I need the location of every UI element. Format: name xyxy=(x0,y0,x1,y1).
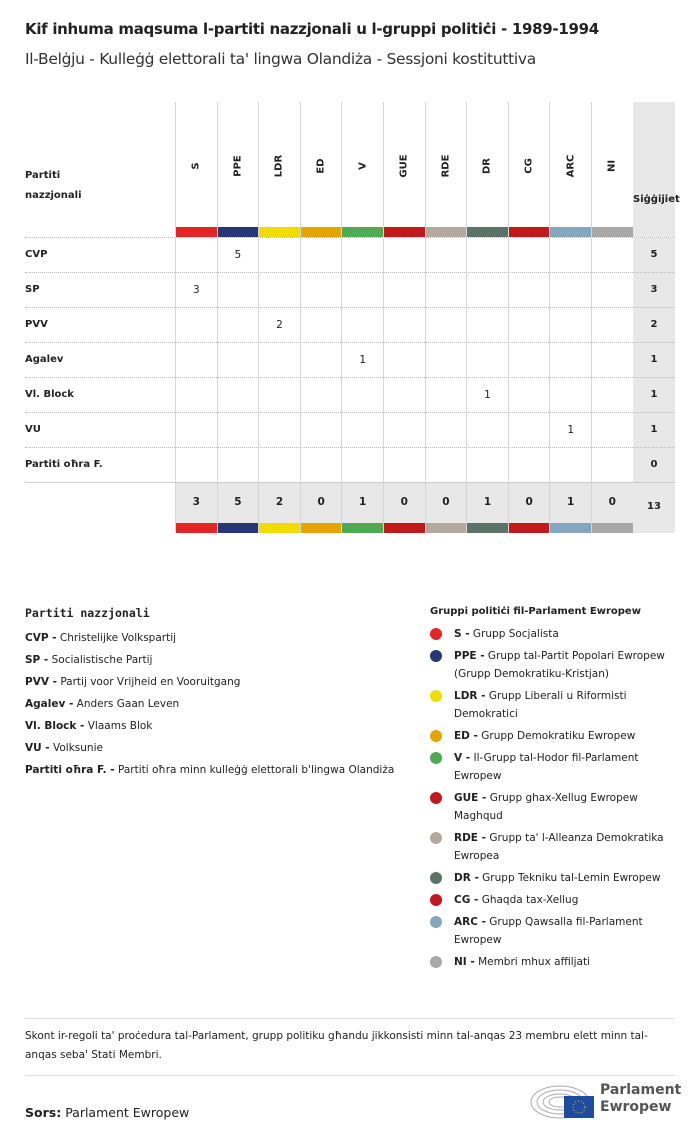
group-column-ED xyxy=(300,102,342,237)
group-name: Grupp ta' l-Alleanza Demokratika Ewropea xyxy=(454,832,664,862)
table-row xyxy=(25,377,675,412)
seat-cell xyxy=(508,308,550,343)
party-name: Partiti oħra minn kulleġġ elettorali b'lingwa Olandiża xyxy=(117,764,395,776)
seat-cell xyxy=(466,273,508,308)
group-total xyxy=(549,483,591,533)
seat-cell xyxy=(466,413,508,448)
group-total-value: 0 xyxy=(525,496,533,508)
group-legend-item xyxy=(430,727,680,745)
chart-title: Kif inhuma maqsuma l-partiti nazzjonali u l-gruppi politiċi - 1989-1994 xyxy=(25,20,599,38)
party-legend-item xyxy=(25,649,415,671)
party-code: Partiti oħra F. - xyxy=(25,764,115,776)
seat-cell xyxy=(175,238,217,273)
seat-cell xyxy=(508,378,550,413)
group-legend xyxy=(430,606,680,975)
seat-cell xyxy=(549,238,591,273)
group-label: V xyxy=(357,162,369,170)
group-column-DR xyxy=(466,102,508,237)
group-legend-item xyxy=(430,789,680,825)
seat-cell: 3 xyxy=(175,273,217,308)
table-header xyxy=(25,102,680,237)
row-total: 1 xyxy=(633,413,675,448)
group-color-dot-icon xyxy=(430,956,442,968)
group-total-value: 0 xyxy=(400,496,408,508)
seat-cell xyxy=(508,238,550,273)
group-code: PPE - xyxy=(454,650,485,662)
party-code: PVV - xyxy=(25,676,57,688)
group-color-dot-icon xyxy=(430,730,442,742)
group-label: PPE xyxy=(232,155,244,177)
seat-cell xyxy=(383,448,425,483)
party-name: Christelijke Volkspartij xyxy=(59,632,177,644)
seat-cell xyxy=(466,308,508,343)
seat-cell xyxy=(383,308,425,343)
source xyxy=(25,1105,189,1120)
group-color-bar xyxy=(467,523,508,533)
table-row xyxy=(25,412,675,447)
party-name: Agalev xyxy=(25,354,64,365)
party-legend-item xyxy=(25,627,415,649)
group-label: DR xyxy=(481,157,493,175)
group-color-dot-icon xyxy=(430,832,442,844)
seat-cell xyxy=(383,238,425,273)
seat-cell xyxy=(549,273,591,308)
seat-cell xyxy=(341,308,383,343)
party-name: Anders Gaan Leven xyxy=(76,698,180,710)
group-label: S xyxy=(190,162,202,170)
group-color-bar xyxy=(509,523,550,533)
seat-cell xyxy=(300,448,342,483)
seat-cell xyxy=(258,413,300,448)
group-name: Grupp Liberali u Riformisti Demokratici xyxy=(454,690,627,720)
party-legend-item xyxy=(25,671,415,693)
seat-cell: 1 xyxy=(549,413,591,448)
footnote: Skont ir-regoli ta' proċedura tal-Parlament, grupp politiku għandu jikkonsisti minn tal-anqas 23 membru elett minn tal-anqas seba' Stati Membri. xyxy=(25,1018,675,1076)
group-color-bar xyxy=(259,523,300,533)
seat-cell xyxy=(175,448,217,483)
seat-cell xyxy=(300,273,342,308)
group-color-dot-icon xyxy=(430,894,442,906)
seat-cell xyxy=(425,448,467,483)
seat-cell xyxy=(300,378,342,413)
seat-cell xyxy=(383,413,425,448)
chart-subtitle: Il-Belġju - Kulleġġ elettorali ta' lingwa Olandiża - Sessjoni kostituttiva xyxy=(25,50,536,68)
group-total-value: 1 xyxy=(359,496,367,508)
row-total: 1 xyxy=(633,378,675,413)
group-code: CG - xyxy=(454,894,479,906)
seat-cell xyxy=(175,343,217,378)
seat-cell xyxy=(383,343,425,378)
seat-cell xyxy=(341,413,383,448)
group-legend-item xyxy=(430,749,680,785)
seat-cell xyxy=(341,378,383,413)
seat-cell xyxy=(258,343,300,378)
party-code: Agalev - xyxy=(25,698,74,710)
grand-total: 13 xyxy=(633,483,675,533)
group-code: GUE - xyxy=(454,792,487,804)
party-legend-item xyxy=(25,759,415,781)
seat-cell xyxy=(591,343,633,378)
group-legend-item xyxy=(430,625,680,643)
group-color-bar xyxy=(342,523,383,533)
total-header: Siġġijiet xyxy=(633,102,675,237)
group-total-value: 0 xyxy=(317,496,325,508)
group-legend-item xyxy=(430,869,680,887)
seat-cell xyxy=(508,448,550,483)
group-total-value: 1 xyxy=(483,496,492,508)
seat-cell xyxy=(258,273,300,308)
group-color-dot-icon xyxy=(430,690,442,702)
table-row xyxy=(25,307,675,342)
seat-cell xyxy=(591,413,633,448)
seat-cell xyxy=(217,448,259,483)
row-total: 5 xyxy=(633,238,675,273)
group-total xyxy=(258,483,300,533)
seat-cell xyxy=(549,308,591,343)
seat-cell xyxy=(217,378,259,413)
seat-cell xyxy=(258,238,300,273)
seat-table xyxy=(25,102,680,532)
seat-cell: 1 xyxy=(466,378,508,413)
source-label: Sors: xyxy=(25,1105,62,1120)
group-column-ARC xyxy=(549,102,591,237)
seat-cell xyxy=(466,238,508,273)
party-name: CVP xyxy=(25,249,48,260)
group-total xyxy=(508,483,550,533)
seat-cell xyxy=(300,238,342,273)
group-legend-item xyxy=(430,687,680,723)
party-name: Partiti oħra F. xyxy=(25,459,103,470)
group-column-LDR xyxy=(258,102,300,237)
group-name: Grupp Qawsalla fil-Parlament Ewropew xyxy=(454,916,643,946)
table-row xyxy=(25,447,675,482)
group-color-bar xyxy=(218,523,259,533)
group-color-dot-icon xyxy=(430,872,442,884)
seat-cell xyxy=(217,308,259,343)
party-code: VU - xyxy=(25,742,50,754)
seat-cell xyxy=(258,448,300,483)
group-color-dot-icon xyxy=(430,792,442,804)
party-name: VU xyxy=(25,424,41,435)
group-column-RDE xyxy=(425,102,467,237)
party-code: CVP - xyxy=(25,632,57,644)
group-name: Il-Grupp tal-Hodor fil-Parlament Ewropew xyxy=(454,752,639,782)
seat-cell xyxy=(549,343,591,378)
table-row xyxy=(25,237,675,272)
group-legend-item xyxy=(430,891,680,909)
group-total-value: 0 xyxy=(442,496,450,508)
seat-cell xyxy=(217,343,259,378)
parliament-hemicycle-icon xyxy=(530,1080,596,1120)
group-label: ED xyxy=(315,158,327,174)
seat-cell xyxy=(549,448,591,483)
seat-cell xyxy=(591,378,633,413)
seat-cell xyxy=(300,343,342,378)
group-color-bar xyxy=(467,227,508,237)
group-code: RDE - xyxy=(454,832,486,844)
group-code: ARC - xyxy=(454,916,486,928)
group-total-value: 5 xyxy=(234,496,242,508)
party-legend-item xyxy=(25,693,415,715)
row-total: 1 xyxy=(633,343,675,378)
group-color-bar xyxy=(426,523,467,533)
row-total: 3 xyxy=(633,273,675,308)
group-name: Grupp Socjalista xyxy=(472,628,559,640)
group-name: Grupp Tekniku tal-Lemin Ewropew xyxy=(482,872,661,884)
group-code: V - xyxy=(454,752,471,764)
logo-text: Parlament Ewropew xyxy=(600,1082,682,1115)
group-column-GUE xyxy=(383,102,425,237)
seat-cell xyxy=(300,308,342,343)
group-name: Grupp ghax-Xellug Ewropew Maghqud xyxy=(454,792,638,822)
seat-cell xyxy=(425,238,467,273)
source-text: Parlament Ewropew xyxy=(65,1105,190,1120)
seat-cell xyxy=(383,378,425,413)
group-label: GUE xyxy=(398,154,410,178)
party-name: Vlaams Blok xyxy=(87,720,153,732)
group-color-bar xyxy=(259,227,300,237)
group-color-bar xyxy=(301,227,342,237)
party-name: Socialistische Partij xyxy=(51,654,153,666)
group-total-value: 3 xyxy=(192,496,200,508)
group-color-bar xyxy=(176,227,217,237)
group-legend-title: Gruppi politiċi fil-Parlament Ewropew xyxy=(430,606,641,617)
seat-cell xyxy=(217,413,259,448)
seat-cell xyxy=(466,343,508,378)
group-name: Grupp tal-Partit Popolari Ewropew (Grupp Demokratiku-Kristjan) xyxy=(454,650,665,680)
row-header-label: Partiti nazzjonali xyxy=(25,170,82,201)
seat-cell xyxy=(591,238,633,273)
party-name: SP xyxy=(25,284,40,295)
group-column-NI xyxy=(591,102,633,237)
party-name: PVV xyxy=(25,319,48,330)
group-total xyxy=(383,483,425,533)
seat-cell xyxy=(258,378,300,413)
seat-cell: 1 xyxy=(341,343,383,378)
party-legend xyxy=(25,606,415,781)
group-color-bar xyxy=(592,227,633,237)
group-color-bar xyxy=(301,523,342,533)
seat-cell xyxy=(341,273,383,308)
seat-cell xyxy=(591,308,633,343)
group-label: ARC xyxy=(565,154,577,178)
group-name: Ghaqda tax-Xellug xyxy=(481,894,579,906)
group-code: S - xyxy=(454,628,470,640)
seat-cell xyxy=(508,343,550,378)
seat-cell xyxy=(341,238,383,273)
seat-cell xyxy=(425,413,467,448)
group-total xyxy=(300,483,342,533)
party-name: Partij voor Vrijheid en Vooruitgang xyxy=(60,676,241,688)
group-total-value: 0 xyxy=(608,496,616,508)
seat-cell xyxy=(175,378,217,413)
group-total xyxy=(466,483,508,533)
row-total: 0 xyxy=(633,448,675,483)
group-column-CG xyxy=(508,102,550,237)
group-total xyxy=(425,483,467,533)
seat-cell: 2 xyxy=(258,308,300,343)
party-name: Vl. Block xyxy=(25,389,74,400)
group-total xyxy=(217,483,259,533)
seat-cell xyxy=(466,448,508,483)
seat-cell xyxy=(341,448,383,483)
group-legend-item xyxy=(430,953,680,971)
group-name: Grupp Demokratiku Ewropew xyxy=(481,730,636,742)
group-column-S xyxy=(175,102,217,237)
seat-cell xyxy=(383,273,425,308)
group-total-value: 2 xyxy=(275,496,284,508)
table-row xyxy=(25,272,675,307)
group-total-value: 1 xyxy=(567,496,575,508)
seat-cell xyxy=(425,273,467,308)
table-row xyxy=(25,342,675,377)
group-legend-item xyxy=(430,829,680,865)
seat-cell xyxy=(549,378,591,413)
group-color-bar xyxy=(550,523,591,533)
group-total xyxy=(591,483,633,533)
ep-logo xyxy=(530,1080,680,1120)
seat-cell xyxy=(425,343,467,378)
group-column-V xyxy=(341,102,383,237)
group-color-dot-icon xyxy=(430,650,442,662)
seat-cell xyxy=(508,413,550,448)
group-color-bar xyxy=(342,227,383,237)
group-color-dot-icon xyxy=(430,916,442,928)
group-color-bar xyxy=(176,523,217,533)
group-color-dot-icon xyxy=(430,752,442,764)
party-code: SP - xyxy=(25,654,49,666)
group-total xyxy=(175,483,217,533)
group-color-bar xyxy=(384,227,425,237)
party-legend-title: Partiti nazzjonali xyxy=(25,606,150,620)
seat-cell xyxy=(425,378,467,413)
seat-cell xyxy=(591,448,633,483)
group-label: CG xyxy=(523,158,535,174)
group-legend-item xyxy=(430,647,680,683)
group-code: ED - xyxy=(454,730,478,742)
group-label: RDE xyxy=(440,154,452,178)
totals-row xyxy=(25,482,675,532)
group-color-bar xyxy=(384,523,425,533)
group-color-dot-icon xyxy=(430,628,442,640)
seat-cell xyxy=(425,308,467,343)
seat-cell xyxy=(591,273,633,308)
group-code: NI - xyxy=(454,956,475,968)
group-column-PPE xyxy=(217,102,259,237)
group-label: NI xyxy=(606,159,618,173)
group-color-bar xyxy=(218,227,259,237)
group-code: LDR - xyxy=(454,690,486,702)
group-legend-item xyxy=(430,913,680,949)
group-color-bar xyxy=(550,227,591,237)
party-legend-item xyxy=(25,715,415,737)
group-total xyxy=(341,483,383,533)
row-total: 2 xyxy=(633,308,675,343)
group-label: LDR xyxy=(273,154,285,178)
group-name: Membri mhux affiljati xyxy=(478,956,591,968)
seat-cell xyxy=(175,308,217,343)
seat-cell: 5 xyxy=(217,238,259,273)
group-color-bar xyxy=(509,227,550,237)
seat-cell xyxy=(217,273,259,308)
seat-cell xyxy=(175,413,217,448)
group-color-bar xyxy=(426,227,467,237)
seat-cell xyxy=(300,413,342,448)
group-code: DR - xyxy=(454,872,479,884)
party-name: Volksunie xyxy=(53,742,103,754)
group-color-bar xyxy=(592,523,633,533)
seat-cell xyxy=(508,273,550,308)
party-code: Vl. Block - xyxy=(25,720,85,732)
party-legend-item xyxy=(25,737,415,759)
